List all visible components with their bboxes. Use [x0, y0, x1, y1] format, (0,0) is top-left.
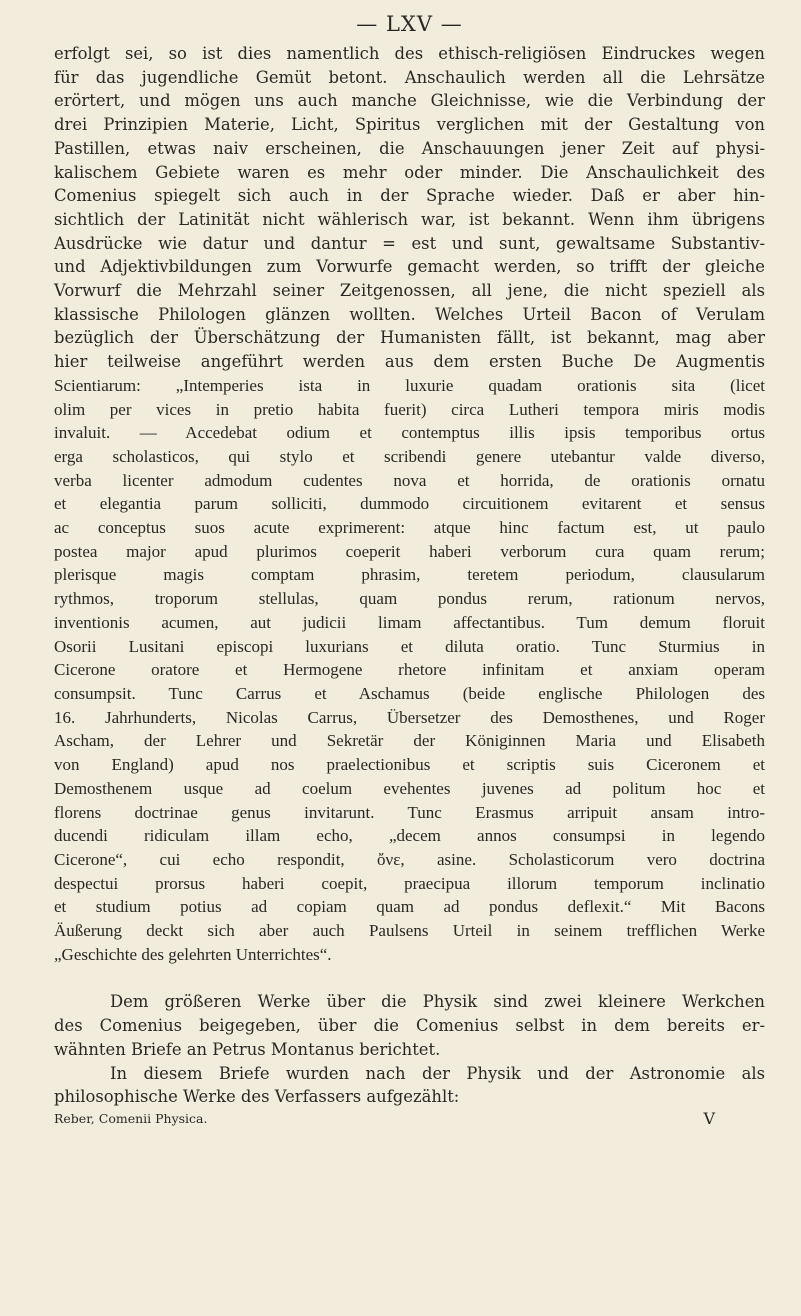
page-footer — [54, 1108, 765, 1128]
text-line: despectui prorsus haberi coepit, praecipua illorum temporum inclinatio — [54, 873, 765, 893]
paragraph-3 — [54, 1062, 765, 1109]
text-line: bezüglich der Überschätzung der Humanisten fällt, ist bekannt, mag aber — [54, 328, 765, 348]
footer-signature-mark: V — [703, 1108, 715, 1128]
text-line: Comenius spiegelt sich auch in der Sprache wieder. Daß er aber hin- — [54, 186, 765, 206]
text-line: „Geschichte des gelehrten Unterrichtes“. — [54, 944, 332, 964]
text-line: ducendi ridiculam illam echo, „decem annos consumpsi in legendo — [54, 826, 765, 846]
text-line: philosophische Werke des Verfassers aufgezählt: — [54, 1087, 460, 1107]
text-line: und Adjektivbildungen zum Vorwurfe gemacht werden, so trifft der gleiche — [54, 257, 765, 277]
text-line: für das jugendliche Gemüt betont. Anschaulich werden all die Lehrsätze — [54, 67, 765, 87]
text-line: invaluit. — Accedebat odium et contemptus illis ipsis temporibus ortus — [54, 423, 765, 443]
text-line: Ascham, der Lehrer und Sekretär der Königinnen Maria und Elisabeth — [54, 731, 765, 751]
text-line: drei Prinzipien Materie, Licht, Spiritus verglichen mit der Gestaltung von — [54, 115, 765, 135]
text-line: erörtert, und mögen uns auch manche Gleichnisse, wie die Verbindung der — [54, 91, 765, 111]
text-line: ac conceptus suos acute exprimerent: atque hinc factum est, ut paulo — [54, 518, 765, 538]
paragraph-1 — [54, 42, 765, 374]
text-line: des Comenius beigegeben, über die Comenius selbst in dem bereits er- — [54, 1016, 765, 1036]
text-line: Dem größeren Werke über die Physik sind zwei kleinere Werkchen — [110, 992, 765, 1012]
text-line: Vorwurf die Mehrzahl seiner Zeitgenossen, all jene, die nicht speziell als — [54, 281, 765, 301]
text-line: Cicerone oratore et Hermogene rhetore infinitam et anxiam operam — [54, 660, 765, 680]
text-line: consumpsit. Tunc Carrus et Aschamus (beide englische Philologen des — [54, 683, 765, 703]
text-line: 16. Jahrhunderts, Nicolas Carrus, Übersetzer des Demosthenes, und Roger — [54, 707, 765, 727]
text-line: verba licenter admodum cudentes nova et horrida, de orationis ornatu — [54, 470, 765, 490]
text-line: von England) apud nos praelectionibus et scriptis suis Ciceronem et — [54, 755, 765, 775]
text-line: Demosthenem usque ad coelum evehentes juvenes ad politum hoc et — [54, 778, 765, 798]
text-line: inventionis acumen, aut judicii limam affectantibus. Tum demum floruit — [54, 612, 765, 632]
text-line: sichtlich der Latinität nicht wählerisch war, ist bekannt. Wenn ihm übrigens — [54, 209, 765, 229]
text-line: et studium potius ad copiam quam ad pondus deflexit.“ Mit Bacons — [54, 897, 765, 917]
page-number-header: — LXV — — [356, 12, 463, 36]
text-line: erfolgt sei, so ist dies namentlich des ethisch-religiösen Eindruckes wegen — [54, 44, 765, 63]
text-line: hier teilweise angeführt werden aus dem ersten Buche De Augmentis — [54, 352, 765, 372]
text-line: klassische Philologen glänzen wollten. Welches Urteil Bacon of Verulam — [54, 304, 765, 324]
text-line: wähnten Briefe an Petrus Montanus berichtet. — [54, 1039, 441, 1059]
text-line: olim per vices in pretio habita fuerit) circa Lutheri tempora miris modis — [54, 399, 765, 419]
paragraph-2 — [54, 990, 765, 1061]
latin-quotation — [54, 374, 765, 967]
text-line: Pastillen, etwas naiv erscheinen, die Anschauungen jener Zeit auf physi- — [54, 138, 765, 158]
text-line: Osorii Lusitani episcopi luxurians et diluta oratio. Tunc Sturmius in — [54, 636, 765, 656]
text-line: Äußerung deckt sich aber auch Paulsens Urteil in seinem trefflichen Werke — [54, 921, 765, 941]
text-line: Ausdrücke wie datur und dantur = est und sunt, gewaltsame Substantiv- — [54, 233, 765, 253]
text-line: Cicerone“, cui echo respondit, ὄνε, asine. Scholasticorum vero doctrina — [54, 849, 765, 869]
text-line: florens doctrinae genus invitarunt. Tunc Erasmus arripuit ansam intro- — [54, 802, 765, 822]
text-line: rythmos, troporum stellulas, quam pondus rerum, rationum nervos, — [54, 589, 765, 609]
text-line: postea major apud plurimos coeperit haberi verborum cura quam rerum; — [54, 541, 765, 561]
paragraph-gap — [54, 966, 765, 990]
footer-signature-left: Reber, Comenii Physica. — [54, 1110, 208, 1126]
text-line: In diesem Briefe wurden nach der Physik und der Astronomie als — [110, 1063, 765, 1083]
text-line: et elegantia parum solliciti, dummodo circuitionem evitarent et sensus — [54, 494, 765, 514]
text-line: kalischem Gebiete waren es mehr oder minder. Die Anschaulichkeit des — [54, 162, 765, 182]
text-line: plerisque magis comptam phrasim, teretem periodum, clausularum — [54, 565, 765, 585]
text-line: Scientiarum: „Intemperies ista in luxurie quadam orationis sita (licet — [54, 375, 765, 395]
text-line: erga scholasticos, qui stylo et scribendi genere utebantur valde diverso, — [54, 446, 765, 466]
